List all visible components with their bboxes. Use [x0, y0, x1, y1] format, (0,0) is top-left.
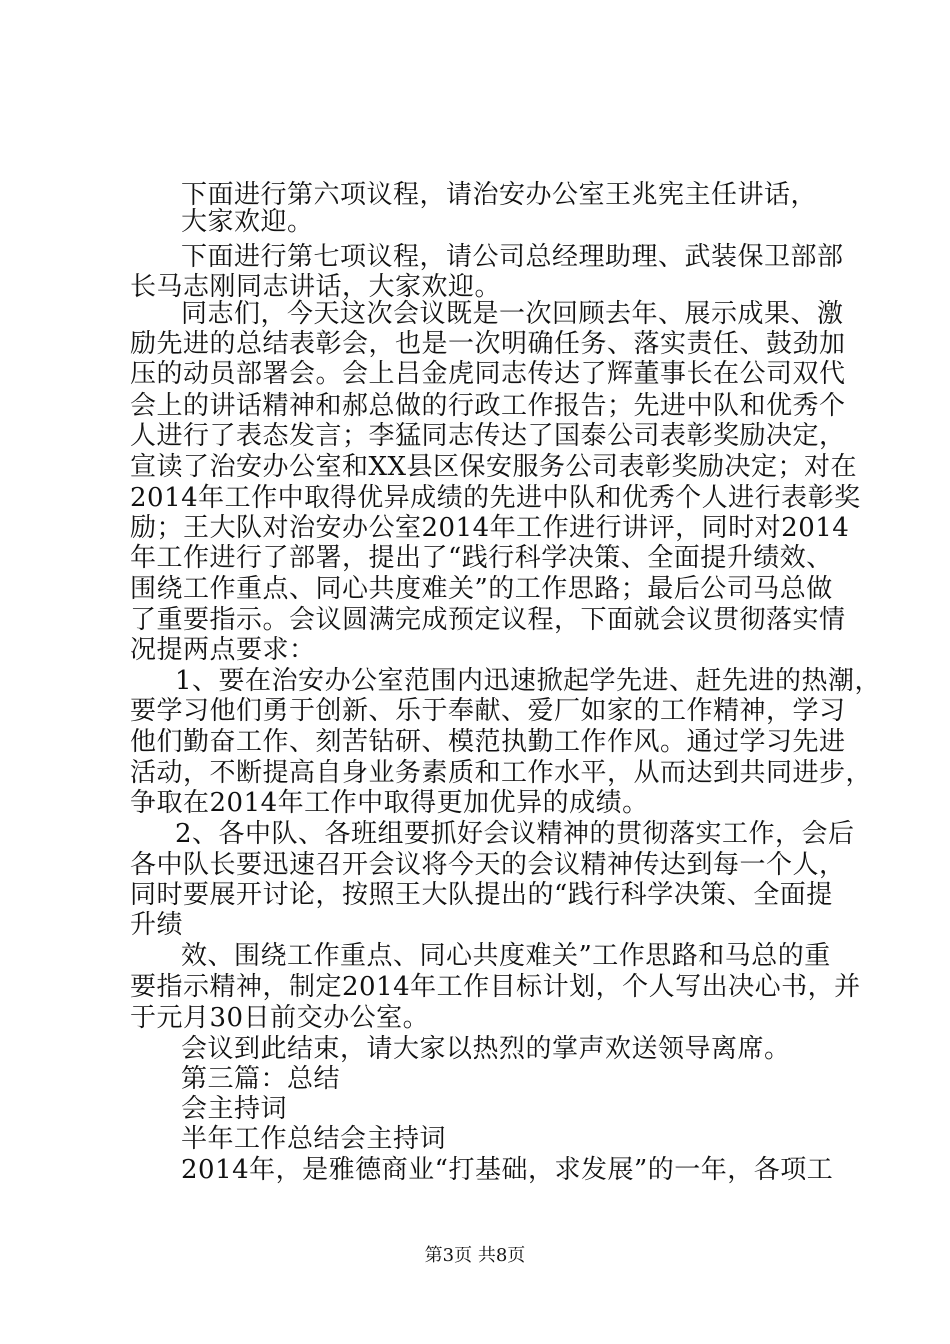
text-line: 励；王大队对治安办公室2014年工作进行讲评，同时对2014: [130, 513, 850, 543]
text-line: 宣读了治安办公室和XX县区保安服务公司表彰奖励决定；对在: [130, 452, 858, 482]
text-line: 围绕工作重点、同心共度难关”的工作思路；最后公司马总做: [130, 574, 833, 604]
text-line: 会主持词: [181, 1094, 288, 1124]
text-line: 了重要指示。会议圆满完成预定议程，下面就会议贯彻落实情: [130, 605, 846, 635]
text-line: 下面进行第六项议程，请治安办公室王兆宪主任讲话，: [181, 180, 818, 210]
text-line: 各中队长要迅速召开会议将今天的会议精神传达到每一个人，: [130, 850, 846, 880]
text-line: 2014年工作中取得优异成绩的先进中队和优秀个人进行表彰奖: [130, 483, 861, 513]
text-line: 争取在2014年工作中取得更加优异的成绩。: [130, 788, 649, 818]
text-line: 要学习他们勇于创新、乐于奉献、爱厂如家的工作精神，学习: [130, 696, 846, 726]
text-line: 2、各中队、各班组要抓好会议精神的贯彻落实工作，会后: [175, 819, 855, 849]
text-line: 第三篇：总结: [181, 1064, 341, 1094]
text-line: 半年工作总结会主持词: [181, 1124, 447, 1154]
text-line: 下面进行第七项议程，请公司总经理助理、武装保卫部部: [181, 242, 844, 272]
page-footer: 第3页 共8页: [424, 1245, 526, 1266]
text-line: 1、要在治安办公室范围内迅速掀起学先进、赶先进的热潮，: [175, 666, 882, 696]
text-line: 活动，不断提高自身业务素质和工作水平，从而达到共同进步，: [130, 758, 873, 788]
text-line: 升绩: [130, 910, 184, 940]
text-line: 况提两点要求：: [130, 635, 316, 665]
text-line: 会议到此结束，请大家以热烈的掌声欢送领导离席。: [181, 1034, 791, 1064]
text-line: 于元月30日前交办公室。: [130, 1003, 430, 1033]
text-line: 他们勤奋工作、刻苦钻研、模范执勤工作作风。通过学习先进: [130, 727, 846, 757]
text-line: 效、围绕工作重点、同心共度难关”工作思路和马总的重: [181, 941, 831, 971]
text-line: 励先进的总结表彰会，也是一次明确任务、落实责任、鼓劲加: [130, 329, 846, 359]
text-line: 会上的讲话精神和郝总做的行政工作报告；先进中队和优秀个: [130, 391, 846, 421]
text-line: 大家欢迎。: [181, 207, 314, 237]
text-line: 人进行了表态发言；李猛同志传达了国泰公司表彰奖励决定，: [130, 421, 846, 451]
text-line: 要指示精神，制定2014年工作目标计划，个人写出决心书，并: [130, 972, 861, 1002]
text-line: 同志们，今天这次会议既是一次回顾去年、展示成果、激: [181, 299, 844, 329]
text-line: 长马志刚同志讲话，大家欢迎。: [130, 272, 502, 302]
text-line: 年工作进行了部署，提出了“践行科学决策、全面提升绩效、: [130, 543, 833, 573]
text-line: 2014年，是雅德商业“打基础，求发展”的一年，各项工: [181, 1155, 834, 1185]
text-line: 压的动员部署会。会上吕金虎同志传达了辉董事长在公司双代: [130, 359, 846, 389]
text-line: 同时要展开讨论，按照王大队提出的“践行科学决策、全面提: [130, 880, 833, 910]
